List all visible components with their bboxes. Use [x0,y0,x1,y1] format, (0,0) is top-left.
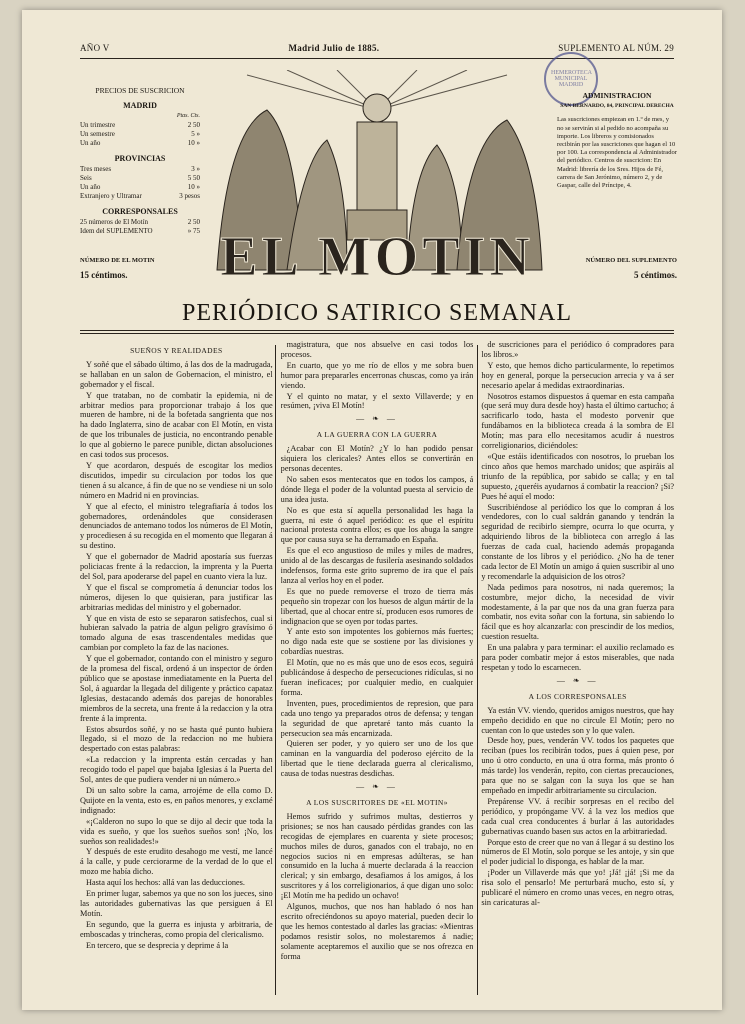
paragraph: Hasta aquí los hechos: allá van las deducciones. [86,878,245,888]
paragraph: Ya están VV. viendo, queridos amigos nuestros, que hay empeño decidido en que no circule El Motín; pero no cuentan con lo que ustedes son y lo que valen. [481,705,675,735]
paragraph: Es que el eco angustioso de miles y miles de madres, unido al de las descargas de fusilería asesinando soldados indefensos, forma este grito supremo de ira que el país lanza al verlos hoy en el poder. [280,546,474,585]
paragraph: Suscribiéndose al periódico los que lo compran á los vendedores, con lo cual saldrán ganando y tendrán la seguridad de recibirlo siempre, ocurra lo que ocurra, y adquiriendo libros de la biblioteca con arreglo á las fuerzas de cada cual, haciendo además propaganda constante de los libros y el periódico. ¿No ha de tener cada lector de El Motín un amigo á quien suscribir al uno y recomendarle la adquisicion de los otros? [481,502,675,581]
price-row [80,227,200,236]
col2-body-1 [281,444,474,779]
ornament-divider: — ❧ — [356,414,398,424]
paragraph: En segundo, que la guerra es injusta y arbitraria, de emboscadas y trincheras, como propia del clericalismo. [80,919,273,939]
year-label: AÑO V [80,43,110,53]
price-row [80,139,200,148]
paragraph: Inventen, pues, procedimientos de represion, que para cada uno tengo ya preparados otros de defensa; y tengan la seguridad de que apretaré tanto más cuanto la persecucion sea más encarnizada. [280,698,474,738]
admin-address: SAN BERNARDO, 84, PRINCIPAL DERECHA [560,103,674,110]
price-row-value: 3 pesos [179,192,200,200]
paragraph: Y esto, que hemos dicho particularmente, lo repetimos hoy en general, porque la persecucion arrecia y va á ser necesario apelar á medidas extraordinarias. [481,360,675,390]
price-row-label: Idem del SUPLEMENTO [80,227,153,235]
price-row-value: 5 50 [187,174,200,182]
price-row-value: 2 50 [187,218,200,226]
price-row-label: Un año [80,139,101,147]
paragraph: En tercero, que se desprecia y deprime á la [86,940,229,950]
paragraph: Estos absurdos soñé, y no se hasta qué punto hubiera llegado, si el mozo de la redaccion no me hubiera despertado con estas palabras: [80,724,273,754]
paragraph: Algunos, muchos, que nos han hablado ó nos han escrito ofreciéndonos su apoyo material, pueden decir lo que les hemos contestado al darles las gracias: «Mientras podamos resistir solos, no molestaremos á nadie; solamente aceptaremos el auxilio que se nos ofrezca en forma [280,902,474,961]
price-row-value: » 75 [187,227,200,235]
price-row-value: 3 » [191,165,200,173]
paragraph: En una palabra y para terminar: el auxilio reclamado es para poder combatir mejor á estos miserables, que nada respetan y todo lo escarnecen. [481,643,675,672]
paragraph: Y que en vista de esto se separaron satisfechos, cual si hubieran salvado la patria de algun peligro gravísimo ó tomado alguna de esas trascendentales medidas que cambian por completo la faz de las naciones. [80,613,273,653]
paragraph: En cuarto, que yo me río de ellos y me sobra buen humor para prepararles encerronas chuscas, como ya irán viendo. [280,360,474,390]
subtitle-rule-top [80,330,674,331]
paragraph: En primer lugar, sabemos ya que no son los jueces, sino las autoridades gubernativas las que persiguen á El Motín. [80,889,273,918]
supplement-price-label: NÚMERO DEL SUPLEMENTO [585,257,677,264]
paragraph: Y el quinto no matar, y el sexto Villaverde; y en resúmen, ¡viva El Motín! [280,391,474,411]
paragraph: «Que estáis identificados con nosotros, lo prueban los cinco años que hemos marchado unidos; que aspiráis al triunfo de la república, por sabido se calla; y en tal supuesto, ¿queréis ayudarnos á combatir la reaccion? ¡Si? Pues hé aquí el modo: [481,451,675,501]
administration-box [557,92,677,190]
madrid-heading: MADRID [123,101,157,110]
paragraph: «La redaccion y la imprenta están cercadas y han recogido todo el papel que bajaba Iglesias á la Puerta del Sol, antes de que pudiera vender ni un número.» [80,755,273,785]
logo-text: EL MOTIN [220,226,534,288]
paragraph: Nosotros estamos dispuestos á quemar en esta campaña (que será muy dura desde hoy) hasta el último cartucho; á sacrificarlo todo, hasta el modesto porvenir que fundábamos en la biblioteca creada á la sombra de El Motín; mas para ello necesitamos acudir á nuestros correligionarios, diciéndoles: [481,391,675,451]
currency-head: Ptas. Cts. [176,113,200,119]
newspaper-subtitle: PERIÓDICO SATIRICO SEMANAL [181,300,573,326]
column-2 [281,340,474,1000]
provincias-rows [80,165,200,201]
paragraph: Y que al efecto, el ministro telegrafiaría á todos los gobernadores, ordenándoles que considerasen denunciados de antemano todos los números de El Motín, y procediesen á su recogida en el momento que llegaran á su destino. [80,501,273,551]
issue-price-right [552,256,677,280]
paragraph: Y que acordaron, después de escogitar los medios discutidos, impedir su circulacion por todos los que tienen á su alcance, á fin de que no se vendiese ni un solo número en Madrid ni en provincias. [80,460,273,500]
paragraph: Desde hoy, pues, venderán VV. todos los paquetes que reciban (pues los recibirán todos, pues á quien pese, por uno ú otro conducto, en una ú otra forma, más pronto ó más tarde) los venderán, repito, con ciertas precauciones, para que no se salgan con la suya los que se han empeñado en impedir arbitrariamente su circulacion. [481,736,675,795]
paragraph: ¡Poder un Villaverde más que yo! ¡Já! ¡já! ¡Si me da risa solo el pensarlo! Me perturbará mucho, esto sí, y publicaré el número en cromo unas veces, en negro otras, sin caricaturas al- [481,868,675,907]
col2-heading-1: A LA GUERRA CON LA GUERRA [316,430,438,440]
price-row [80,165,200,174]
price-row-label: Extranjero y Ultramar [80,192,142,200]
price-row-label: Un semestre [80,130,115,138]
price-row [80,130,200,139]
price-row [80,183,200,192]
ornament-divider: — ❧ — [356,782,398,792]
price-row-value: 2 50 [187,121,200,129]
ornament-divider: — ❧ — [556,675,599,685]
admin-text: Las suscriciones empiezan en 1.º de mes, y no se servirán si al pedido no acompaña su importe. Los libreros y comisionados recibirán por las suscriciones que hagan el 10 por 100. La correspondencia al Administrador del periódico. Centros de suscricion: En Madrid: librería de los Sres. Hijos de Fé, carrera de San Jerónimo, número 2, y de Gaspar, calle del Príncipe, 4. [557,116,677,190]
price-row-label: Tres meses [80,165,112,173]
supplement-price-value: 5 céntimos. [634,270,677,280]
price-row-label: Un trimestre [80,121,116,129]
paragraph: Y que el fiscal se comprometía á denunciar todos los números, dijesen lo que quisieran, para justificar las arbitrarias medidas del ministro y el gobernador. [80,582,273,612]
paragraph: Hemos sufrido y sufrimos multas, destierros y prisiones; se nos han causado pérdidas grandes con las recogidas de ejemplares en cuarenta y siete procesos; muchos miles de duros, ganados con el trabajo, no en negocios sucios ni en empresas adúlteras, se han consumido en la lucha á muerte declarada á la reaccion clerical; y sin embargo, desafiamos á los amigos, á los suscritores y á los correligionarios, á que digan uno solo: ¡El Motín me ha pedido un ochavo! [280,811,474,901]
issue-price-label: NÚMERO DE EL MOTIN [80,257,155,264]
subtitle-rule-bottom [80,333,674,334]
price-row-label: Un año [80,183,101,191]
issue-price-value: 15 céntimos. [80,270,128,280]
provincias-heading: PROVINCIAS [114,154,166,163]
paragraph: No es que esta sí aquella personalidad les haga la guerra, ni este ó aquel periódico: es que el espíritu nacional protesta contra ellos; es que los abuga la sangre que por causa suya se ha derramado en España. [280,505,474,545]
article-columns [80,340,674,1000]
paragraph: Porque esto de creer que no van á llegar á su destino los números de El Motín, solo porque se les antoje, y sin que el poder judicial lo disponga, es hablar de la mar. [481,837,675,867]
paragraph: Y que el gobernador de Madrid apostaría sus fuerzas policiacas frente á la redaccion, la imprenta y la Puerta del Sol, para apoderarse del papel en cuanto viera la luz. [80,552,273,581]
paragraph: El Motín, que no es más que uno de esos ecos, seguirá publicándose á despecho de persecuciones ridículas, si no fueran ineficaces; por cualquier medio, en cualquier forma. [280,658,474,697]
masthead-illustration [207,70,547,292]
corresponsales-rows [80,218,200,236]
col2-heading-2: A LOS SUSCRITORES DE «EL MOTIN» [306,797,448,807]
masthead-line [80,43,674,53]
paragraph: Es que no puede removerse el trozo de tierra más pequeño sin tropezar con los huesos de algun mártir de la libertad, que al chocar entre sí, producen esos rumores de indignacion que se oyen por todas partes. [280,586,474,626]
col2-top-body [281,340,474,411]
column-3 [481,340,674,1000]
paragraph: de suscriciones para el periódico ó compradores para los libros.» [481,340,675,359]
paragraph: Y soñé que el sábado último, á las dos de la madrugada, se hallaban en un salon de Gobernacion, el ministro, el gobernador y el fiscal. [80,359,273,389]
illustration-svg [207,70,547,292]
col3-heading: A LOS CORRESPONSALES [528,691,627,701]
price-row-label: Seis [80,174,92,182]
paragraph: Nada pedimos para nosotros, ni nada queremos; la costumbre, mejor dicho, la necesidad de vivir modestamente, á la par que nos da una gran fuerza para combatir, nos evita soñar con la fortuna, sin sabiendo lo fácil que es hoy alcanzarla: con prescindir de los medios, cuestion resuelta. [481,582,675,642]
col2-body-2 [281,812,474,962]
price-row [80,192,200,201]
subscription-prices [80,80,200,236]
paragraph: Quieren ser poder, y yo quiero ser uno de los que caminan en la vanguardia del poderoso ejército de la libertad que le tiene declarada guerra al clericalismo, causa de todas nuestras desdichas. [280,739,474,779]
column-1 [80,340,273,1000]
price-row-label: 25 números de El Motín [80,218,149,226]
price-row [80,218,200,227]
paragraph: Y después de este erudito desahogo me vestí, me lancé á la calle, y pude cerciorarme de la verdad de lo que el mozo me había dicho. [80,847,273,877]
corresponsales-heading: CORRESPONSALES [102,207,178,216]
paragraph: Y que trataban, no de combatir la epidemia, ni de arbitrar medios para proporcionar trabajo á los que mueren de hambre, ni de la bofetada sangrienta que nos ha dado Inglaterra, sino de acabar con El Motín, en vista de que los tribunales de justicia, no encontrando penable lo que al gobierno le parece punible, dictan absoluciones en casi todos sus procesos. [80,390,273,460]
paragraph: Prepárense VV. á recibir sorpresas en el recibo del periódico, y propóngame VV. á la vez los medios que cada cual crea conducentes á burlar á las autoridades gubernativas cuando basen sus actos en la arbitrariedad. [481,796,675,836]
prices-title: PRECIOS DE SUSCRICION [95,86,185,95]
price-row-value: 5 » [191,130,200,138]
paragraph: No saben esos mentecatos que en todos los campos, á dónde llega el poder de la voluntad puesta al servicio de una idea justa. [280,474,474,504]
paragraph: magistratura, que nos absuelve en casi todos los procesos. [280,340,474,359]
col3-top-body [481,340,674,673]
date-label: Madrid Julio de 1885. [288,43,380,53]
paragraph: Y que el gobernador, contando con el ministro y seguro de la promesa del fiscal, ordenó á un inspector de órden público que se apostase inmediatamente en la Puerta del Sol, á aguardar la llegada del diligente y práctico capataz Iglesias, destacando además dos parejas de honorables miembros de la secreta, una frente á la redaccion y la otra frente á la imprenta. [80,654,273,723]
col1-body [80,360,273,951]
col3-body [481,706,674,908]
newspaper-page [22,10,722,1010]
price-row [80,121,200,130]
paragraph: Y ante esto son impotentes los gobiernos más fuertes; no digo nada este que se sostiene por las divisiones y cobardías nuestras. [280,627,474,657]
supplement-label: SUPLEMENTO AL NÚM. 29 [558,43,674,53]
price-row-value: 10 » [187,139,200,147]
issue-price-left [80,256,200,280]
paragraph: ¿Acabar con El Motín? ¿Y lo han podido pensar siquiera los clericales? Antes ellos se convertirán en personas decentes. [280,444,474,473]
col1-heading: SUEÑOS Y REALIDADES [130,346,223,355]
price-row [80,174,200,183]
madrid-rows [80,121,200,148]
stamp-text: HEMEROTECA MUNICIPAL MADRID [551,70,592,88]
admin-title: ADMINISTRACION [582,91,652,100]
paragraph: Di un salto sobre la cama, arrojéme de ella como D. Quijote en la venta, esto es, en paños menores, y exclamé indignado: [80,785,273,815]
price-row-value: 10 » [187,183,200,191]
paragraph: «¡Calderon no supo lo que se dijo al decir que toda la vida es sueño, y que los sueños sueños son! ¡No, los sueños son realidades!» [80,816,273,846]
